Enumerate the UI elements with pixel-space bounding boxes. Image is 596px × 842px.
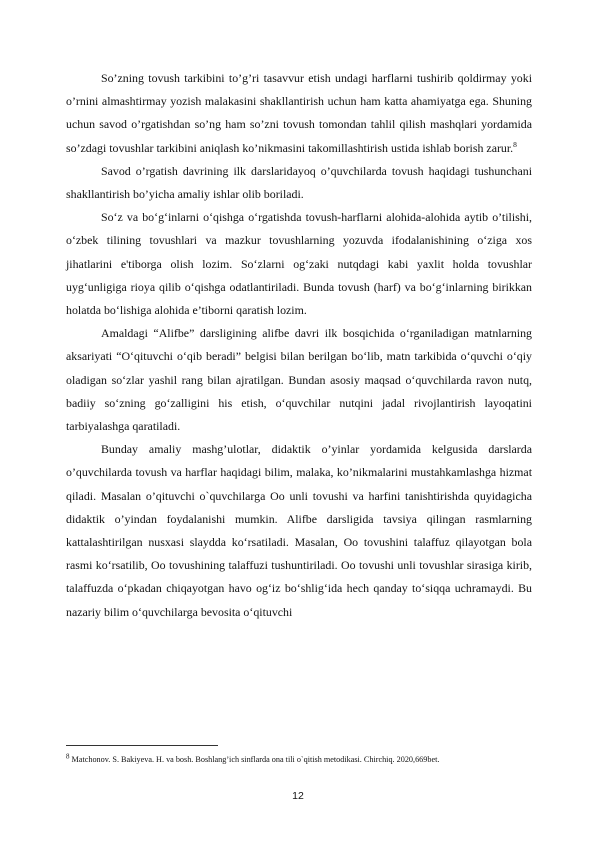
footnote-text: Matchonov. S. Bakiyeva. H. va bosh. Boshlang’ich sinflarda ona tili o`qitish metodikasi. Chirchiq. 2020,669bet. <box>71 755 440 764</box>
footnote <box>66 754 536 765</box>
footnote-number: 8 <box>66 752 70 761</box>
paragraph-2: Savod o’rgatish davrining ilk darslaridayoq o’quvchilarda tovush haqidagi tushunchani shakllantirish bo’yicha amaliy ishlar olib boriladi. <box>66 163 532 202</box>
footnote-separator <box>66 745 218 746</box>
paragraph-5: Bunday amaliy mashg’ulotlar, didaktik o’yinlar yordamida kelgusida darslarda o’quvchilarda tovush va harflar haqidagi bilim, malaka, ko’nikmalarini mustahkamlashga hizmat qiladi. Masalan o’qituvchi o`quvchilarga Oo unli tovushi va harfini tanishtirishda quyidagicha didaktik o’yindan foydalanishi mumkin. Alifbe darsligida tavsiya qilingan rasmlarning kattalashtirilgan nusxasi slaydda ko‘rsatiladi. Masalan, Oo tovushini talaffuz qilayotgan bola rasmi ko‘rsatilib, Oo tovushining talaffuzi tushuntiriladi. Oo tovushi unli tovushlar sirasiga kirib, talaffuzda o‘pkadan chiqayotgan havo og‘iz bo‘shlig‘ida hech qanday to‘siqqa uchramaydi. Bu nazariy bilim o‘quvchilarga bevosita o‘qituvchi <box>66 442 532 619</box>
page-number: 12 <box>292 790 304 802</box>
paragraph-4: Amaldagi “Alifbe” darsligining alifbe davri ilk bosqichida o‘rganiladigan matnlarning aksariyati “O‘qituvchi o‘qib beradi” belgisi bilan berilgan bo‘lib, matn tarkibida o‘quvchi o‘qiy oladigan so‘zlar yashil rang bilan ajratilgan. Bundan asosiy maqsad o‘quvchilarda ravon nutq, badiiy so‘zning go‘zalligini his etish, o‘quvchilar nutqini jadal rivojlantirish layoqatini tarbiyalashga qaratiladi. <box>66 326 532 434</box>
paragraph-1-text: So’zning tovush tarkibini to’g’ri tasavvur etish undagi harflarni tushirib qoldirmay yoki o’rnini almashtirmay yozish malakasini shakllantirish uchun ham katta ahamiyatga ega. Shuning uchun savod o’rgatishdan so’ng ham so’zni tovush tomondan tahlil qilish mashqlari yordamida so’zdagi tovushlar tarkibini aniqlash ko’nikmasini takomillashtirish ustida ishlab borish zarur. <box>66 71 532 155</box>
footnote-reference[interactable]: 8 <box>513 139 517 149</box>
body-text <box>66 67 532 624</box>
paragraph-1 <box>66 67 532 160</box>
paragraph-3: So‘z va bo‘g‘inlarni o‘qishga o‘rgatishda tovush-harflarni alohida-alohida aytib o’tilishi, o‘zbek tilining tovushlari va mazkur tovushlarning yozuvda ifodalanishining o‘ziga xos jihatlarini e'tiborga olish lozim. So‘zlarni og‘zaki nutqdagi kabi yaxlit holda tovushlar uyg‘unligiga rioya qilib o‘qishga odatlantiriladi. Bunda tovush (harf) va bo‘g‘inlarning birikkan holatda bo‘lishiga alohida e’tiborni qaratish lozim. <box>66 210 532 318</box>
